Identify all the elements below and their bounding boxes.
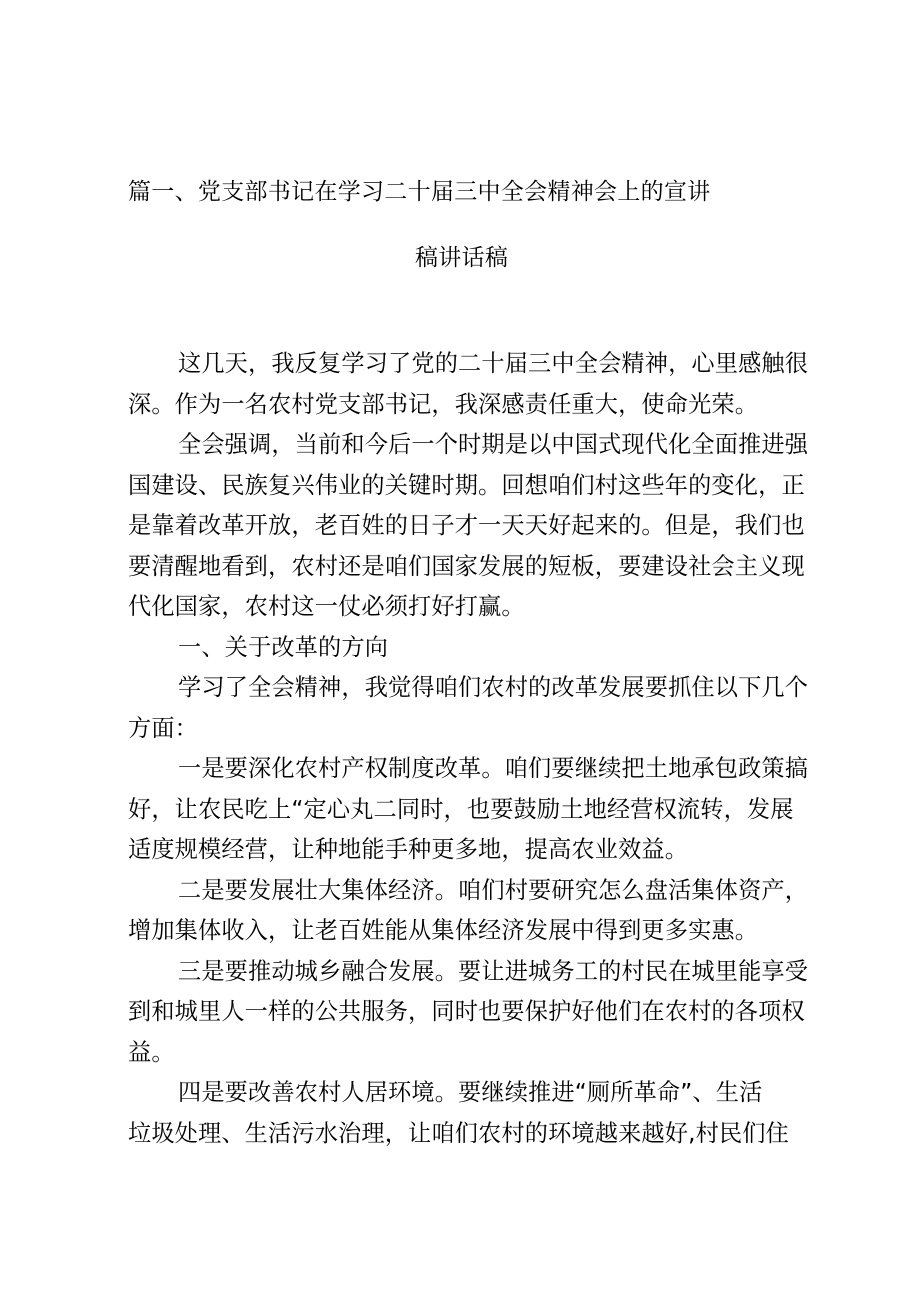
paragraph-line: 适度规模经营，让种地能手种更多地，提高农业效益。 xyxy=(128,836,689,863)
document-title-line-1: 篇一、党支部书记在学习二十届三中全会精神会上的宣讲 xyxy=(128,179,711,205)
paragraph-line: 一是要深化农村产权制度改革。咱们要继续把土地承包政策搞 xyxy=(178,755,809,782)
document-body xyxy=(128,344,809,1154)
paragraph-line: 垃圾处理、生活污水治理，让咱们农村的环境越来越好,村民们住 xyxy=(128,1119,789,1147)
document-title-line-2: 稿讲话稿 xyxy=(415,245,509,271)
paragraph-line: 要清醒地看到，农村还是咱们国家发展的短板，要建设社会主义现 xyxy=(128,552,805,580)
paragraph-line: 四是要改善农村人居环境。要继续推进“厕所革命”、生活 xyxy=(178,1079,763,1106)
paragraph-line: 三是要推动城乡融合发展。要让进城务工的村民在城里能享受 xyxy=(178,957,809,985)
paragraph-line: 是靠着改革开放，老百姓的日子才一天天好起来的。但是，我们也 xyxy=(128,512,805,539)
paragraph-line: 代化国家，农村这一仗必须打好打赢。 xyxy=(128,593,525,620)
paragraph-line: 二是要发展壮大集体经济。咱们村要研究怎么盘活集体资产， xyxy=(178,876,809,904)
paragraph-line: 益。 xyxy=(128,1038,175,1066)
paragraph-line: 学习了全会精神，我觉得咱们农村的改革发展要抓住以下几个 xyxy=(178,674,809,701)
paragraph-line: 深。作为一名农村党支部书记，我深感责任重大，使命光荣。 xyxy=(128,390,759,418)
paragraph-line: 到和城里人一样的公共服务，同时也要保护好他们在农村的各项权 xyxy=(128,998,805,1025)
paragraph-line: 国建设、民族复兴伟业的关键时期。回想咱们村这些年的变化，正 xyxy=(128,471,805,499)
paragraph-line: 这几天，我反复学习了党的二十届三中全会精神，心里感触很 xyxy=(178,350,809,377)
paragraph-line: 全会强调，当前和今后一个时期是以中国式现代化全面推进强 xyxy=(178,431,809,458)
paragraph-line: 增加集体收入，让老百姓能从集体经济发展中得到更多实惠。 xyxy=(128,917,759,944)
section-heading: 一、关于改革的方向 xyxy=(178,633,389,661)
paragraph-line: 好，让农民吃上“定心丸二同时，也要鼓励土地经营权流转，发展 xyxy=(128,795,794,823)
paragraph-line: 方面： xyxy=(128,714,199,742)
